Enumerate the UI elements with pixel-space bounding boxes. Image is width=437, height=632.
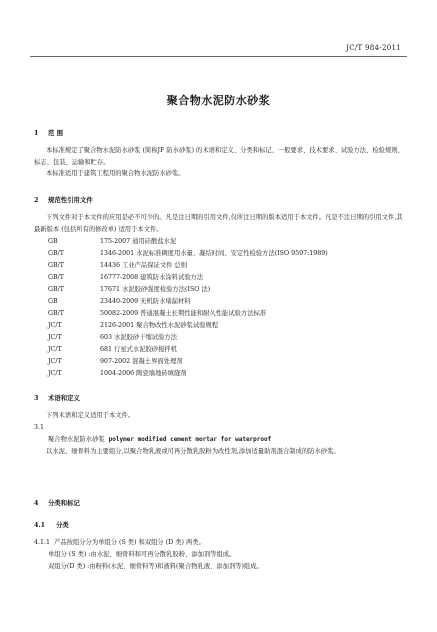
type-d-description: 双组分(D 类) :由粉料(水泥、细骨料等)和液料(聚合物乳液、添加剂等)组成。 [48,563,263,570]
section-1-paragraph-2: 本标准适用于建筑工程用的聚合物水泥防水砂浆。 [46,170,185,177]
subsection-4-1-heading [34,520,69,529]
reference-item [48,368,187,377]
section-title: 分类和标记 [48,499,80,507]
reference-code: JC/T [48,334,62,341]
subsection-title: 分类 [56,521,69,529]
reference-item [48,248,328,257]
section-title: 规范性引用文件 [48,196,93,204]
section-number: 4 [34,499,39,507]
reference-item [48,236,176,245]
reference-item [48,320,218,329]
type-s-description: 单组分 (S 类) :由水泥、细骨料和可再分散乳胶粉、添加剂等组成。 [48,551,236,558]
reference-title: 23440-2009 无机防水堵漏材料 [100,298,191,305]
section-number: 1 [34,129,39,137]
term-chinese: 聚合物水泥防水砂浆 [48,436,105,443]
document-title: 聚合物水泥防水砂浆 [166,94,271,107]
section-2-heading [34,195,93,204]
reference-code: GB [48,238,58,245]
term-number: 3.1 [34,424,45,431]
subsection-number: 4.1 [34,521,46,529]
reference-title: 175-2007 通用硅酸盐水泥 [100,238,177,245]
section-title: 范 围 [48,129,64,137]
reference-code: JC/T [48,358,62,365]
section-number: 3 [34,394,39,402]
section-3-heading [34,393,80,402]
clause-number: 4.1.1 [34,539,51,546]
reference-item [48,356,183,365]
clause-4-1-1 [34,537,406,549]
reference-code: GB/T [48,286,64,293]
reference-code: JC/T [48,370,62,377]
term-entry [48,434,271,443]
reference-item [48,308,266,317]
reference-title: 1346-2001 水泥标准稠度用水量、凝结时间、安定性检验方法(ISO 9597:1989) [100,250,328,257]
reference-code: GB/T [48,310,64,317]
reference-code: JC/T [48,346,62,353]
section-4-heading [34,498,80,507]
reference-item [48,284,210,293]
reference-item [48,344,177,353]
section-2-paragraph-1: 下列文件对于本文件的应用是必不可少的。凡是注日期的引用文件,仅所注日期的版本适用于本文件。凡是不注日期的引用文件,其最新版本 (包括所有的修改单) 适用于本文件。 [34,214,403,233]
section-number: 2 [34,196,39,204]
section-1-paragraph-1: 本标准规定了聚合物水泥防水砂浆 (简称JF 防水砂浆) 的术语和定义、分类和标记、一般要求、技术要求、试验方法、检验规则、标志、包装、运输和贮存。 [34,147,404,166]
reference-title: 603 水泥胶砂干缩试验方法 [100,334,177,341]
reference-code: GB/T [48,274,64,281]
reference-title: 681 行星式水泥胶砂搅拌机 [100,346,177,353]
reference-item [48,272,203,281]
reference-code: GB/T [48,262,64,269]
section-1-heading [34,128,63,137]
reference-title: 50082-2009 普通混凝土长期性能和耐久性能试验方法标准 [100,310,267,317]
reference-title: 907-2002 混凝土界面处理剂 [100,358,183,365]
standard-number: JC/T 984-2011 [346,44,401,52]
term-english: polymer modified cement mortar for waterproof [108,436,272,443]
term-definition: 以水泥、细骨料为主要组分,以聚合物乳液或可再分散乳胶粉为改性剂,添加适量助剂混合制成的防水砂浆。 [46,448,340,455]
reference-title: 14436 工业产品保证文件 总则 [100,262,188,269]
reference-item [48,296,191,305]
clause-text: 产品按组分分为单组分 (S 类) 和双组分 (D 类) 两类。 [54,539,205,546]
reference-title: 17671 水泥胶砂强度检验方法(ISO 法) [100,286,211,293]
reference-code: GB [48,298,58,305]
reference-code: GB/T [48,250,64,257]
reference-item [48,332,177,341]
reference-item [48,260,187,269]
reference-title: 16777-2008 建筑防水涂料试验方法 [100,274,204,281]
header-rule [30,56,407,57]
section-3-paragraph-1: 下列术语和定义适用于本文件。 [46,412,135,419]
reference-title: 2126-2001 聚合物改性水泥砂浆试验规程 [100,322,219,329]
section-title: 术语和定义 [48,394,80,402]
reference-title: 1004-2006 陶瓷墙地砖填缝剂 [100,370,187,377]
reference-code: JC/T [48,322,62,329]
